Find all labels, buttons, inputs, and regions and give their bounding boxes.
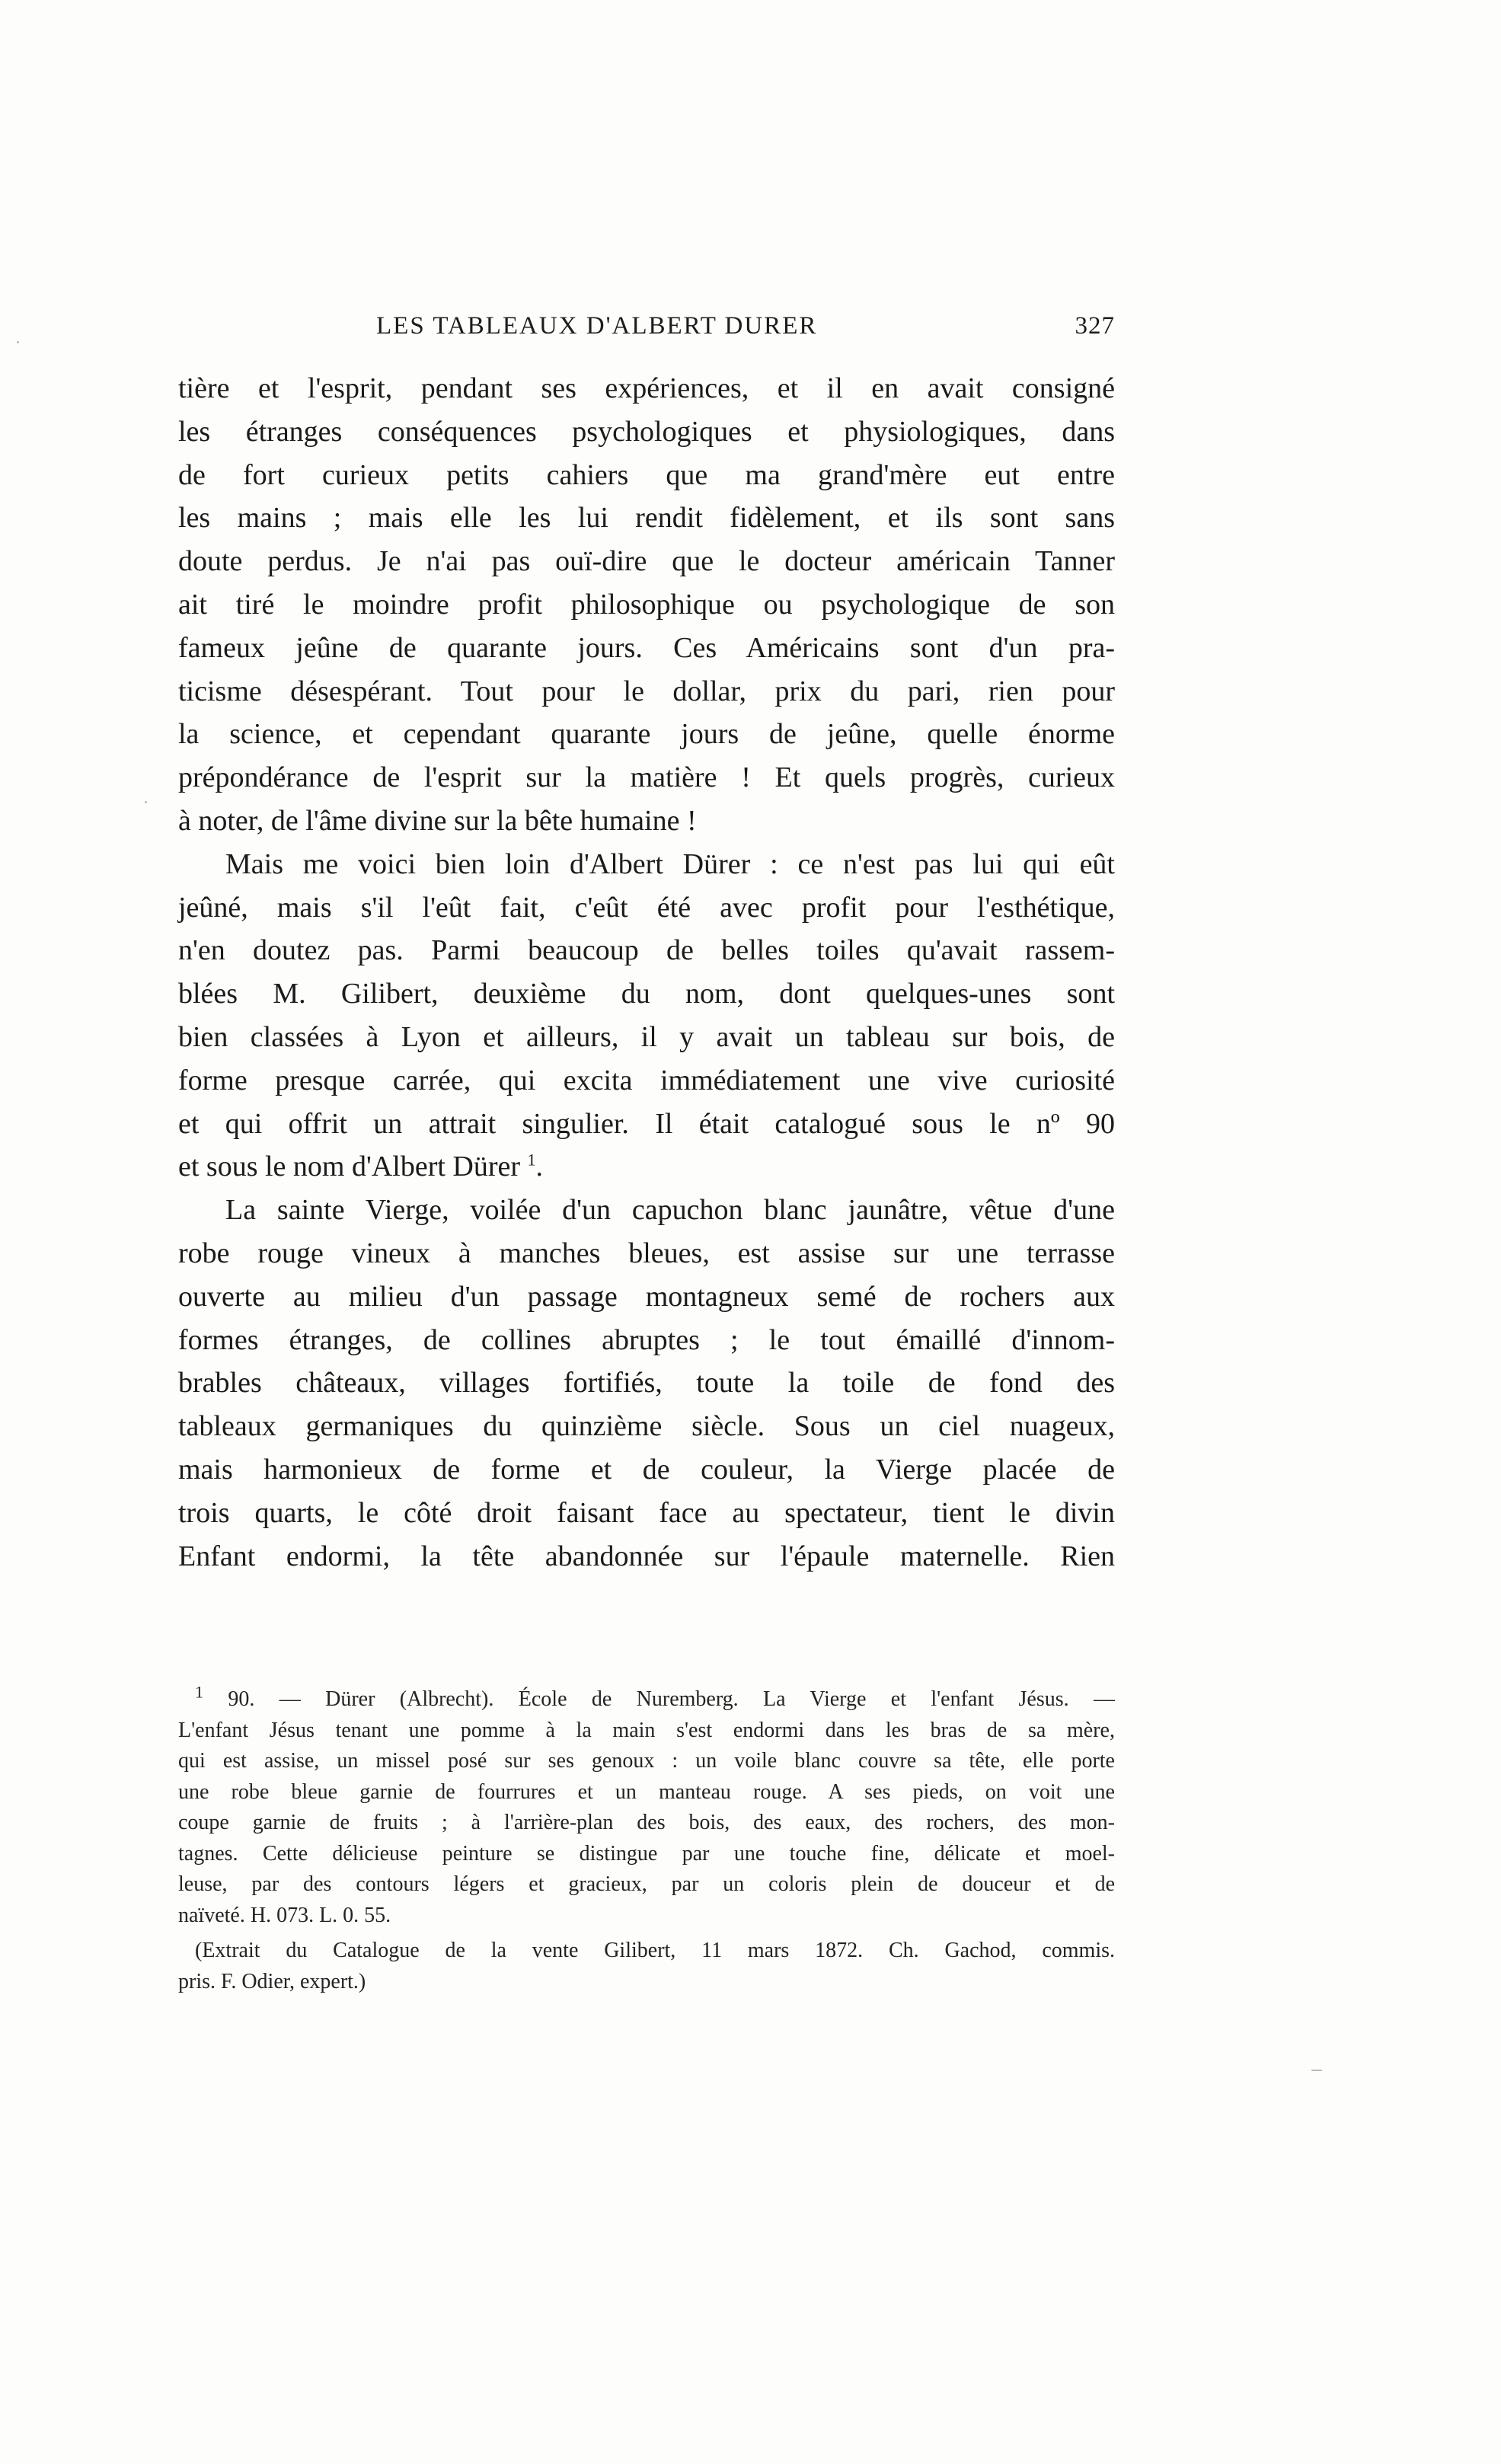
text-line: brables châteaux, villages fortifiés, toute la toile de fond des <box>178 1367 1115 1400</box>
text-line: tière et l'esprit, pendant ses expériences, et il en avait consigné <box>178 372 1115 404</box>
footnote-line: naïveté. H. 073. L. 0. 55. <box>178 1903 391 1927</box>
footnote-line-content: 90. — Dürer (Albrecht). École de Nuremberg. La Vierge et l'enfant Jésus. — <box>228 1687 1115 1711</box>
text-line: ticisme désespérant. Tout pour le dollar, prix du pari, rien pour <box>178 675 1115 707</box>
footnote-line: tagnes. Cette délicieuse peinture se distingue par une touche fine, délicate et moel- <box>178 1841 1115 1866</box>
footnote-line: une robe bleue garnie de fourrures et un manteau rouge. A ses pieds, on voit une <box>178 1779 1115 1804</box>
text-line: trois quarts, le côté droit faisant face au spectateur, tient le divin <box>178 1496 1115 1529</box>
text-line: la science, et cependant quarante jours de jeûne, quelle énorme <box>178 718 1115 751</box>
text-line: ait tiré le moindre profit philosophique ou psychologique de son <box>178 588 1115 621</box>
footnote-line: coupe garnie de fruits ; à l'arrière-plan des bois, des eaux, des rochers, des mon- <box>178 1811 1115 1834</box>
text-line: Mais me voici bien loin d'Albert Dürer : ce n'est pas lui qui eût <box>225 847 1115 880</box>
footnote-source <box>178 1936 1115 1997</box>
footnote-reference[interactable]: 1 <box>527 1150 536 1170</box>
text-line: ouverte au milieu d'un passage montagneux semé de rochers aux <box>178 1280 1115 1313</box>
text-line: les mains ; mais elle les lui rendit fidèlement, et ils sont sans <box>178 502 1115 535</box>
footnote-source-line: (Extrait du Catalogue de la vente Gilibert, 11 mars 1872. Ch. Gachod, commis. <box>195 1939 1115 1962</box>
text-line: n'en doutez pas. Parmi beaucoup de belles toiles qu'avait rassem- <box>178 934 1115 967</box>
text-line: blées M. Gilibert, deuxième du nom, dont quelques-unes sont <box>178 978 1115 1010</box>
footnote-line <box>178 1684 1115 1716</box>
footnote-block <box>178 1684 1115 1997</box>
running-head <box>178 312 1115 350</box>
body-text <box>178 367 1115 1578</box>
text-line: bien classées à Lyon et ailleurs, il y avait un tableau sur bois, de <box>178 1020 1115 1053</box>
footnote-line: L'enfant Jésus tenant une pomme à la main s'est endormi dans les bras de sa mère, <box>178 1718 1115 1742</box>
text-line: robe rouge vineux à manches bleues, est assise sur une terrasse <box>178 1237 1115 1269</box>
page-number: 327 <box>1075 312 1115 340</box>
text-line: mais harmonieux de forme et de couleur, la Vierge placée de <box>178 1453 1115 1486</box>
footnote-line: leuse, par des contours légers et gracieux, par un coloris plein de douceur et de <box>178 1872 1115 1896</box>
text-line: jeûné, mais s'il l'eût fait, c'eût été avec profit pour l'esthétique, <box>178 891 1115 924</box>
text-line: et qui offrit un attrait singulier. Il était catalogué sous le nº 90 <box>178 1107 1115 1140</box>
text-line: doute perdus. Je n'ai pas ouï-dire que le docteur américain Tanner <box>178 545 1115 578</box>
sentence-end: . <box>535 1151 544 1183</box>
text-line: prépondérance de l'esprit sur la matière ! Et quels progrès, curieux <box>178 761 1115 794</box>
paper-speck <box>17 341 19 343</box>
paragraph-durer <box>178 843 1115 1189</box>
text-line: fameux jeûne de quarante jours. Ces Américains sont d'un pra- <box>178 631 1115 664</box>
text-line-with-note <box>178 1145 1115 1189</box>
text-line: de fort curieux petits cahiers que ma grand'mère eut entre <box>178 458 1115 491</box>
text-line: Enfant endormi, la tête abandonnée sur l'épaule maternelle. Rien <box>178 1540 1115 1572</box>
paper-speck <box>1311 2070 1322 2071</box>
running-title: LES TABLEAUX D'ALBERT DURER <box>376 312 818 340</box>
text-line-content: et sous le nom d'Albert Dürer <box>178 1151 521 1183</box>
paper-speck <box>145 801 147 803</box>
text-line: La sainte Vierge, voilée d'un capuchon blanc jaunâtre, vêtue d'une <box>225 1194 1115 1227</box>
text-line: à noter, de l'âme divine sur la bête humaine ! <box>178 804 697 837</box>
text-line: tableaux germaniques du quinzième siècle. Sous un ciel nuageux, <box>178 1410 1115 1443</box>
text-line: les étranges conséquences psychologiques et physiologiques, dans <box>178 415 1115 448</box>
footnote-marker: 1 <box>195 1682 203 1702</box>
footnote-line: qui est assise, un missel posé sur ses genoux : un voile blanc couvre sa tête, elle porte <box>178 1749 1115 1773</box>
paragraph-vierge <box>178 1189 1115 1578</box>
footnote-source-line: pris. F. Odier, expert.) <box>178 1969 366 1993</box>
text-line: forme presque carrée, qui excita immédiatement une vive curiosité <box>178 1064 1115 1096</box>
text-line: formes étranges, de collines abruptes ; le tout émaillé d'innom- <box>178 1323 1115 1356</box>
paragraph-continuation <box>178 367 1115 843</box>
